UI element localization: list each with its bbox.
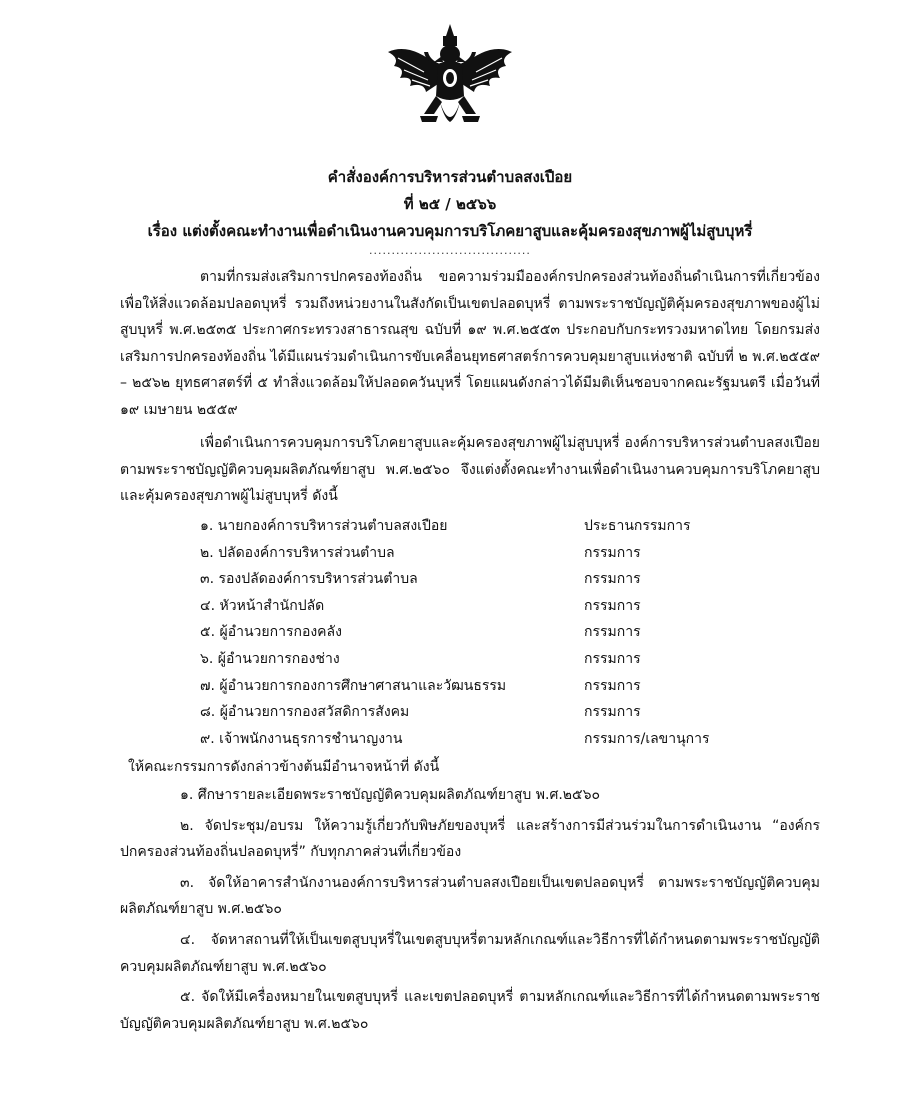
member-row: [200, 593, 760, 620]
member-name: ๙. เจ้าพนักงานธุรการชำนาญงาน: [200, 730, 403, 747]
member-role: กรรมการ: [584, 650, 641, 667]
duties-intro: ให้คณะกรรมการดังกล่าวข้างต้นมีอำนาจหน้าที่ ดังนี้: [128, 759, 440, 775]
member-role: กรรมการ: [584, 597, 641, 614]
member-row: [200, 646, 760, 673]
duty-item: ๕. จัดให้มีเครื่องหมายในเขตสูบบุหรี่ และเขตปลอดบุหรี่ ตามหลักเกณฑ์และวิธีการที่ได้กำหนดตามพระราชบัญญัติควบคุมผลิตภัณฑ์ยาสูบ พ.ศ.๒๕๖๐: [120, 989, 820, 1032]
member-name: ๓. รองปลัดองค์การบริหารส่วนตำบล: [200, 571, 418, 588]
member-name: ๖. ผู้อำนวยการกองช่าง: [200, 650, 340, 667]
member-role: ประธานกรรมการ: [584, 518, 691, 534]
member-role: กรรมการ/เลขานุการ: [584, 730, 710, 747]
member-name: ๗. ผู้อำนวยการกองการศึกษาศาสนาและวัฒนธรรม: [200, 677, 507, 694]
member-name: ๒. ปลัดองค์การบริหารส่วนตำบล: [200, 544, 395, 561]
member-role: กรรมการ: [584, 677, 641, 694]
member-row: [200, 619, 760, 646]
garuda-emblem-icon: [380, 22, 520, 134]
duty-item: ๓. จัดให้อาคารสำนักงานองค์การบริหารส่วนตำบลสงเปือยเป็นเขตปลอดบุหรี่ ตามพระราชบัญญัติควบคุมผลิตภัณฑ์ยาสูบ พ.ศ.๒๕๖๐: [120, 874, 820, 918]
member-role: กรรมการ: [584, 624, 641, 641]
duty-item: ๒. จัดประชุม/อบรม ให้ความรู้เกี่ยวกับพิษภัยของบุหรี่ และสร้างการมีส่วนร่วมในการดำเนินงาน “องค์กรปกครองส่วนท้องถิ่นปลอดบุหรี่” กับทุกภาคส่วนที่เกี่ยวข้อง: [120, 817, 820, 861]
member-row: [200, 540, 760, 567]
member-role: กรรมการ: [584, 571, 641, 588]
member-row: [200, 566, 760, 593]
duty-item: ๑. ศึกษารายละเอียดพระราชบัญญัติควบคุมผลิตภัณฑ์ยาสูบ พ.ศ.๒๕๖๐: [180, 787, 601, 803]
purpose-paragraph: เพื่อดำเนินการควบคุมการบริโภคยาสูบและคุ้มครองสุขภาพผู้ไม่สูบบุหรี่ องค์การบริหารส่วนตำบลสงเปือย ตามพระราชบัญญัติควบคุมผลิตภัณฑ์ยาสูบ พ.ศ.๒๕๖๐ จึงแต่งตั้งคณะทำงานเพื่อดำเนินงานควบคุมการบริโภคยาสูบและคุ้มครองสุขภาพผู้ไม่สูบบุหรี่ ดังนี้: [120, 435, 820, 505]
member-row: [200, 726, 760, 753]
member-name: ๔. หัวหน้าสำนักปลัด: [200, 597, 325, 614]
member-row: [200, 513, 760, 540]
order-subject: เรื่อง แต่งตั้งคณะทำงานเพื่อดำเนินงานควบคุมการบริโภคยาสูบและคุ้มครองสุขภาพผู้ไม่สูบบุหรี่: [147, 222, 753, 240]
committee-member-list: [200, 513, 760, 752]
member-role: กรรมการ: [584, 704, 641, 721]
background-paragraph: ตามที่กรมส่งเสริมการปกครองท้องถิ่น ขอความร่วมมือองค์กรปกครองส่วนท้องถิ่นดำเนินการที่เกี่ยวข้องเพื่อให้สิ่งแวดล้อมปลอดบุหรี่ รวมถึงหน่วยงานในสังกัดเป็นเขตปลอดบุหรี่ ตามพระราชบัญญัติคุ้มครองสุขภาพของผู้ไม่สูบบุหรี่ พ.ศ.๒๕๓๕ ประกาศกระทรวงสาธารณสุข ฉบับที่ ๑๙ พ.ศ.๒๕๕๓ ประกอบกับกระทรวงมหาดไทย โดยกรมส่งเสริมการปกครองท้องถิ่น ได้มีแผนร่วมดำเนินการขับเคลื่อนยุทธศาสตร์การควบคุมยาสูบแห่งชาติ ฉบับที่ ๒ พ.ศ.๒๕๕๙ – ๒๕๖๒ ยุทธศาสตร์ที่ ๕ ทำสิ่งแวดล้อมให้ปลอดควันบุหรี่ โดยแผนดังกล่าวได้มีมติเห็นชอบจากคณะรัฐมนตรี เมื่อวันที่ ๑๙ เมษายน ๒๕๕๙: [120, 269, 820, 418]
order-title: คำสั่งองค์การบริหารส่วนตำบลสงเปือย: [327, 168, 573, 186]
order-number: ที่ ๒๕ / ๒๕๖๖: [403, 195, 497, 213]
member-name: ๘. ผู้อำนวยการกองสวัสดิการสังคม: [200, 704, 410, 721]
member-role: กรรมการ: [584, 544, 641, 561]
duty-item: ๔. จัดหาสถานที่ให้เป็นเขตสูบบุหรี่ในเขตสูบบุหรี่ตามหลักเกณฑ์และวิธีการที่ได้กำหนดตามพระราชบัญญัติควบคุมผลิตภัณฑ์ยาสูบ พ.ศ.๒๕๖๐: [120, 931, 820, 975]
duties-list: [120, 782, 820, 1041]
dotted-separator: ....................................: [369, 244, 531, 257]
member-row: [200, 699, 760, 726]
member-name: ๑. นายกองค์การบริหารส่วนตำบลสงเปือย: [200, 518, 448, 534]
member-row: [200, 673, 760, 700]
member-name: ๕. ผู้อำนวยการกองคลัง: [200, 624, 342, 641]
